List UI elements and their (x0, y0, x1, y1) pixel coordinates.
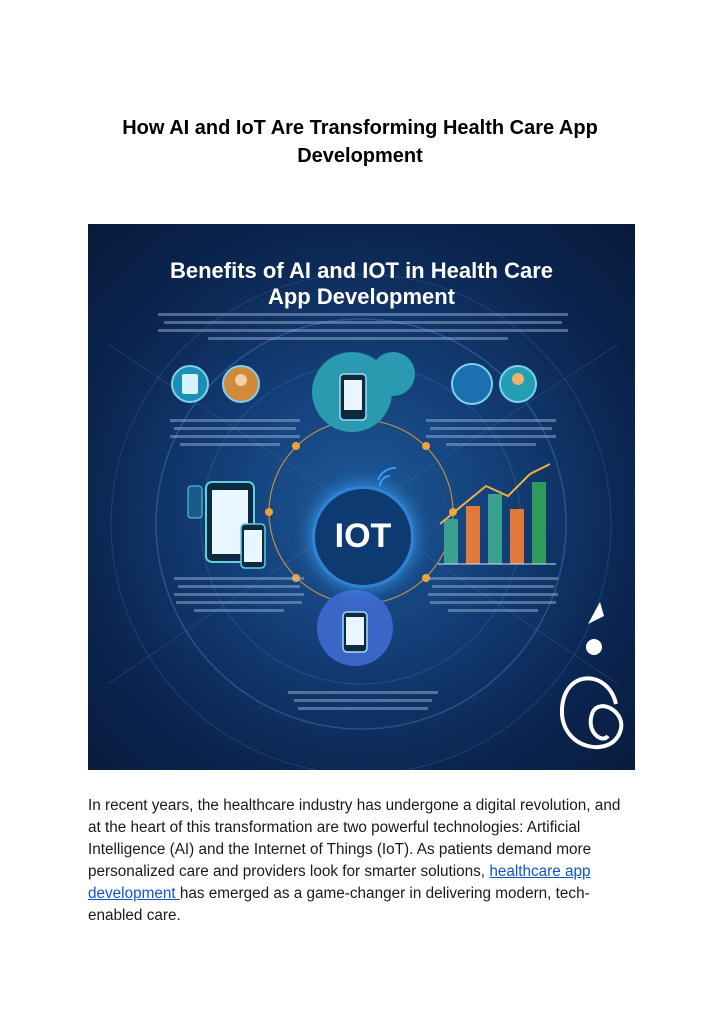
illegible-text-lines (426, 418, 556, 454)
infographic-block-top-right (426, 418, 556, 454)
iot-hub-label: IOT (334, 517, 392, 555)
illegible-text-lines (170, 418, 300, 454)
intro-text-after-link: has emerged as a game-changer in delivering modern, tech-enabled care. (88, 885, 590, 924)
infographic-block-bottom-right (428, 576, 558, 620)
logo-icon (562, 678, 621, 747)
healthcare-app-development-link[interactable]: healthcare app development (88, 863, 591, 902)
document-title: How AI and IoT Are Transforming Health Care App Development (122, 117, 598, 167)
infographic-intro-text (158, 312, 568, 346)
infographic-headline-line2: App Development (267, 284, 456, 309)
infographic-block-top-left (170, 418, 300, 454)
infographic-block-bottom-left (174, 576, 304, 620)
infographic-headline-line1: Benefits of AI and IOT in Health Care (169, 258, 553, 283)
illegible-text-lines (174, 576, 304, 620)
illegible-text-lines (158, 312, 568, 346)
intro-paragraph (88, 795, 633, 927)
illegible-text-lines (428, 576, 558, 620)
wifi-icon (378, 468, 396, 486)
illegible-text-lines (288, 690, 438, 718)
infographic-block-bottom-center (288, 690, 438, 718)
infographic-image (88, 224, 635, 770)
intro-text-before-link: In recent years, the healthcare industry has undergone a digital revolution, and at the heart of this transformation are two powerful technologies: Artificial Intelligence (AI) and the Internet of Things (IoT). As patients demand more personalized care and providers look for smarter solutions, (88, 797, 621, 880)
